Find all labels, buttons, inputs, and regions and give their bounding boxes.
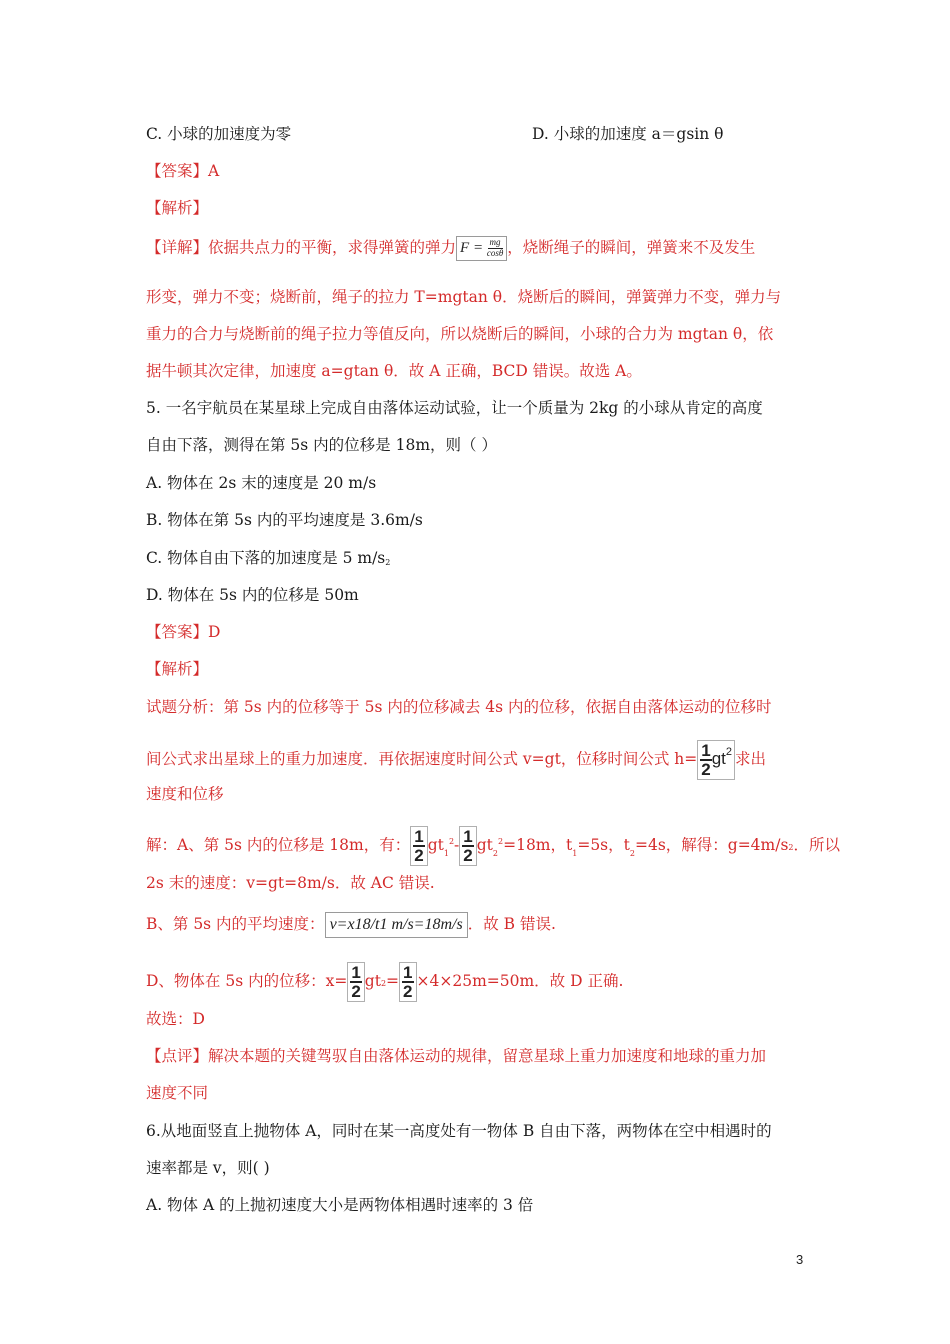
formula-denominator: cosθ	[486, 247, 504, 258]
q6-stem-line-1: 6.从地面竖直上抛物体 A，同时在某一高度处有一物体 B 自由下落，两物体在空中相遇时的	[146, 1122, 772, 1140]
solution-d-text: D、物体在 5s 内的位移：x=	[146, 972, 348, 990]
q5-analysis-line-2	[146, 740, 766, 780]
q5-analysis-line-3: 速度和位移	[146, 785, 224, 803]
q6-option-a: A. 物体 A 的上抛初速度大小是两物体相遇时速率的 3 倍	[146, 1196, 534, 1214]
half-numerator: 1	[701, 741, 711, 760]
q4-detail-line-4: 据牛顿其次定律，加速度 a=gtan θ．故 A 正确，BCD 错误。故选 A。	[146, 362, 642, 380]
detail-text: 依据共点力的平衡，求得弹簧的弹力	[208, 238, 457, 257]
fraction-numerator: 1	[351, 963, 361, 982]
solution-end: ．所以	[793, 836, 841, 854]
page-number: 3	[796, 1252, 804, 1267]
q5-analysis-heading: 【解析】	[146, 660, 209, 678]
subscript-1: 1	[443, 849, 449, 858]
q5-solution-line-3	[146, 912, 556, 938]
term-gt-1: gt	[427, 836, 444, 854]
q5-solution-line-4	[146, 962, 623, 1002]
unit-exponent: 2	[788, 843, 794, 852]
q5-stem-line-2: 自由下落，测得在第 5s 内的位移是 18m，则（ ）	[146, 436, 497, 454]
q4-option-d: D. 小球的加速度 a＝gsin θ	[532, 125, 724, 143]
term-gt-3: gt	[364, 972, 381, 990]
solution-t1: =5s，t	[577, 836, 630, 854]
q4-detail-line-3: 重力的合力与烧断前的绳子拉力等值反向，所以烧断后的瞬间，小球的合力为 mgtan θ，依	[146, 325, 774, 343]
fraction-denominator: 2	[414, 846, 424, 865]
formula-numerator: mg	[489, 237, 501, 248]
solution-t2: =4s，解得：g=4m/s	[634, 836, 789, 854]
formula-exponent: 2	[725, 746, 733, 758]
superscript-2c: 2	[380, 979, 387, 988]
q5-final-choice: 故选：D	[146, 1010, 205, 1028]
average-velocity-formula: v=x18/t1 m/s=18m/s	[325, 912, 468, 938]
fraction-denominator: 2	[463, 846, 473, 865]
superscript-2: 2	[448, 837, 455, 846]
fraction-denominator: 2	[351, 982, 361, 1001]
fraction-numerator: 1	[414, 827, 424, 846]
detail-text-cont: ，烧断绳子的瞬间，弹簧来不及发生	[507, 238, 756, 257]
q4-detail-line-1	[146, 236, 755, 261]
q4-analysis-heading: 【解析】	[146, 199, 209, 217]
q4-answer: 【答案】A	[146, 162, 220, 180]
q5-solution-line-1	[146, 826, 840, 866]
q5-solution-line-2: 2s 末的速度：v=gt=8m/s．故 AC 错误.	[146, 874, 435, 892]
q5-option-b: B. 物体在第 5s 内的平均速度是 3.6m/s	[146, 511, 423, 529]
q5-option-c	[146, 548, 390, 571]
superscript-2b: 2	[498, 837, 504, 846]
subscript-2: 2	[492, 849, 498, 858]
solution-d-conclusion: ×4×25m=50m．故 D 正确.	[416, 972, 624, 990]
half-fraction-4	[399, 962, 416, 1002]
analysis-text: 间公式求出星球上的重力加速度．再依据速度时间公式 v=gt，位移时间公式 h=	[146, 750, 698, 768]
displacement-formula	[697, 740, 735, 780]
q5-comment-line-1: 【点评】解决本题的关键驾驭自由落体运动的规律，留意星球上重力加速度和地球的重力加	[146, 1047, 767, 1065]
t-subscript-1: 1	[572, 849, 578, 858]
analysis-text-cont: 求出	[735, 750, 767, 768]
q5-option-c-text: C. 物体自由下落的加速度是 5 m/s	[146, 549, 386, 567]
solution-text: 解：A、第 5s 内的位移是 18m，有：	[146, 836, 411, 854]
q5-analysis-line-1: 试题分析：第 5s 内的位移等于 5s 内的位移减去 4s 内的位移，依据自由落体运动的位移时	[146, 698, 772, 716]
spring-force-formula: F = $\frac{mg}{\cos\theta}$	[456, 236, 507, 261]
formula-gt: gt	[711, 749, 726, 768]
q5-comment-line-2: 速度不同	[146, 1084, 209, 1102]
solution-mid: =18m，t	[503, 836, 573, 854]
half-fraction-3	[347, 962, 364, 1002]
q5-stem-line-1: 5. 一名宇航员在某星球上完成自由落体运动试验，让一个质量为 2kg 的小球从肯定的高度	[146, 399, 763, 417]
equals-sign: =	[386, 972, 400, 990]
fraction-denominator: 2	[403, 982, 413, 1001]
fraction-numerator: 1	[403, 963, 413, 982]
q5-answer: 【答案】D	[146, 623, 221, 641]
term-gt-2: gt	[476, 836, 493, 854]
q4-option-c: C. 小球的加速度为零	[146, 125, 292, 143]
q5-option-a: A. 物体在 2s 末的速度是 20 m/s	[146, 474, 377, 492]
q4-detail-line-2: 形变，弹力不变；烧断前，绳子的拉力 T=mgtan θ．烧断后的瞬间，弹簧弹力不变，弹力与	[146, 288, 782, 306]
minus-sign: -	[454, 836, 460, 854]
q6-stem-line-2: 速率都是 v，则( )	[146, 1159, 270, 1177]
solution-b-text: B、第 5s 内的平均速度：	[146, 915, 325, 933]
q5-option-c-exponent: 2	[385, 558, 391, 567]
half-fraction-2	[459, 826, 476, 866]
detail-label: 【详解】	[146, 238, 209, 257]
t-subscript-2: 2	[629, 849, 635, 858]
half-fraction-1	[410, 826, 427, 866]
solution-b-conclusion: ．故 B 错误.	[467, 915, 556, 933]
fraction-numerator: 1	[463, 827, 473, 846]
q5-option-d: D. 物体在 5s 内的位移是 50m	[146, 586, 359, 604]
half-denominator: 2	[701, 760, 711, 779]
